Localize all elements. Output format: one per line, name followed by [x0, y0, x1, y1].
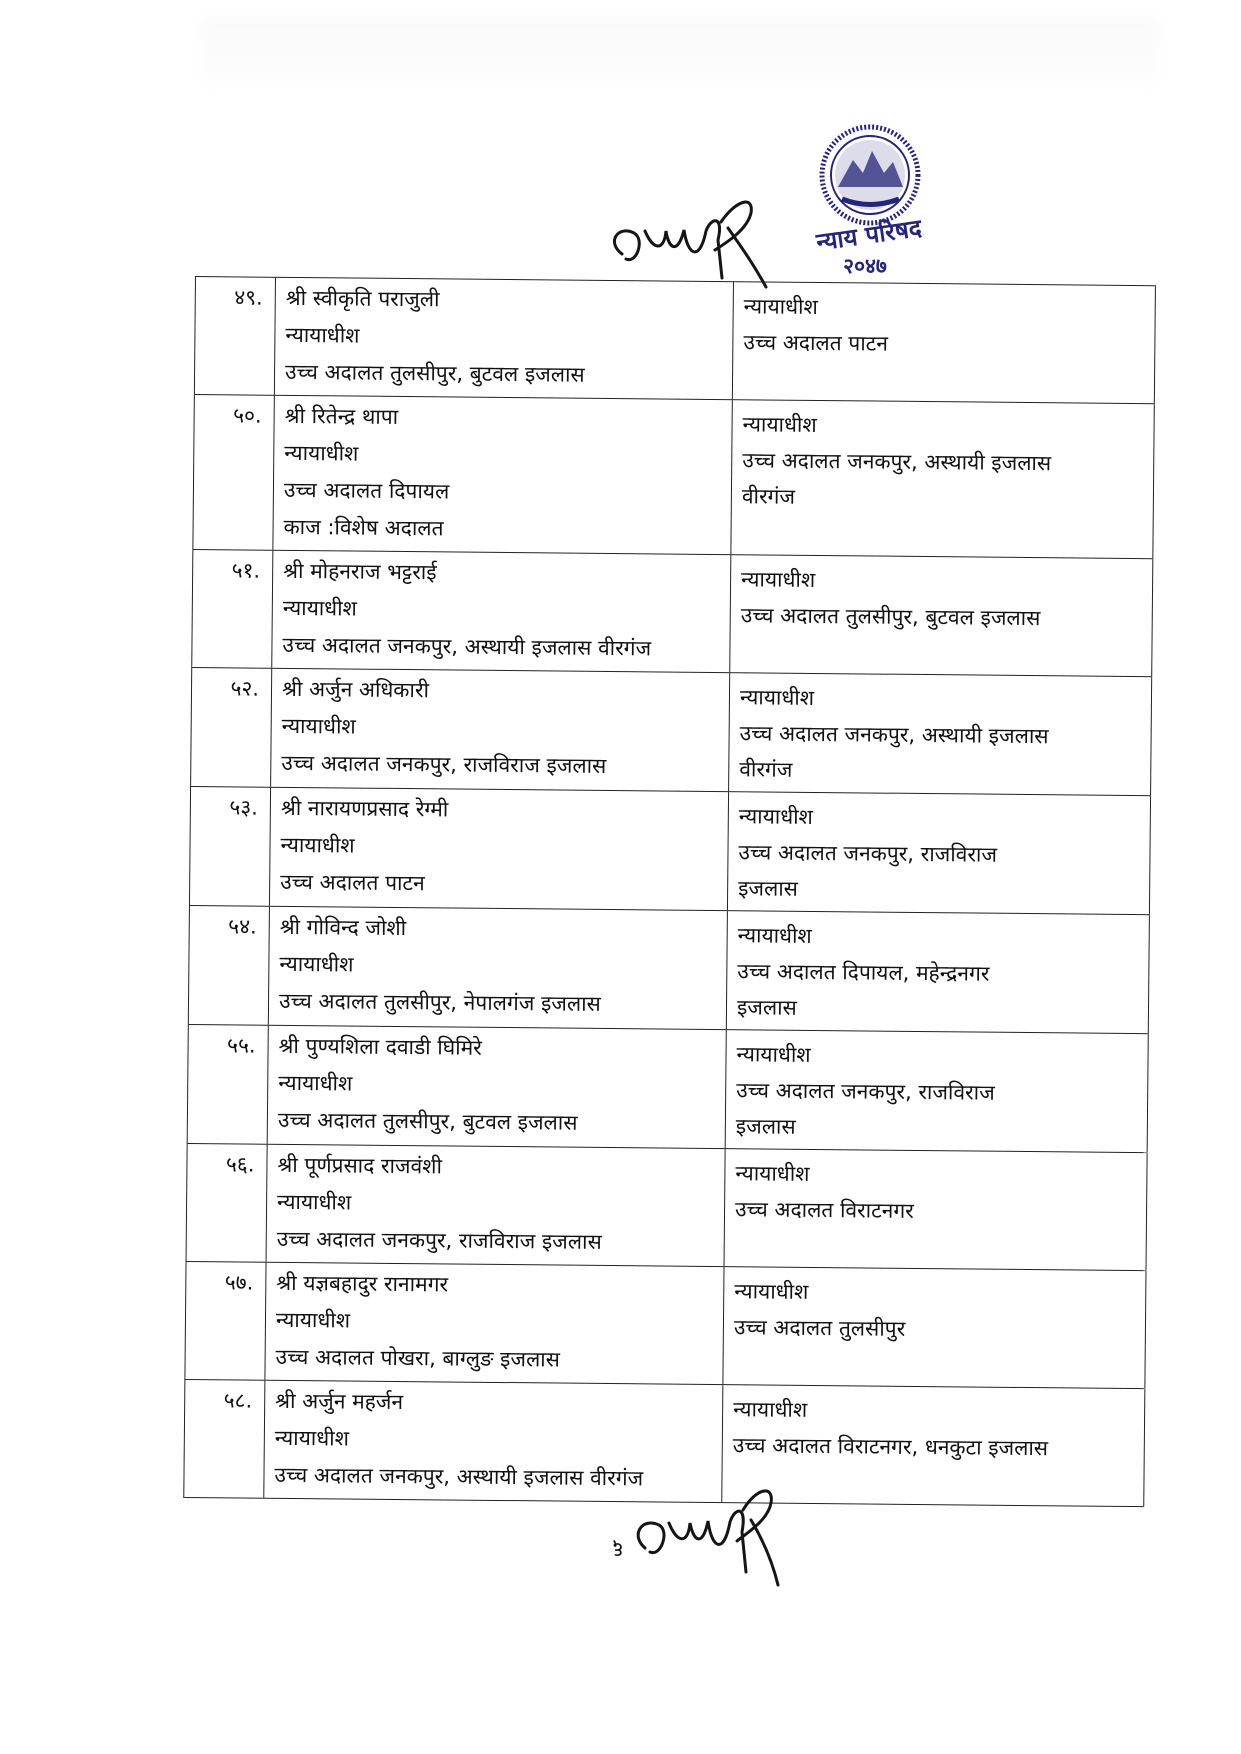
current-title: न्यायाधीश [279, 951, 354, 977]
new-title: न्यायाधीश [733, 1397, 808, 1422]
new-posting [727, 911, 1150, 1033]
new-posting [725, 1149, 1148, 1270]
signature-bottom [630, 1480, 780, 1590]
current-title: न्यायाधीश [285, 322, 360, 348]
current-posting [271, 669, 730, 791]
new-title: न्यायाधीश [736, 1042, 811, 1067]
current-title: न्यायाधीश [284, 440, 359, 466]
judge-name: श्री अर्जुन अधिकारी [281, 676, 430, 703]
new-title: न्यायाधीश [740, 567, 816, 592]
new-court-continuation: इजलास [736, 995, 797, 1020]
table-row [195, 277, 1156, 404]
judge-name: श्री अर्जुन महर्जन [275, 1388, 404, 1415]
current-posting [269, 907, 728, 1029]
new-title: न्यायाधीश [739, 685, 815, 710]
judge-name: श्री स्वीकृति पराजुली [285, 285, 440, 312]
new-court: उच्च अदालत तुलसीपुर, बुटवल इजलास [740, 603, 1041, 631]
current-posting [275, 278, 734, 399]
new-court: उच्च अदालत तुलसीपुर [733, 1315, 906, 1341]
row-number: ५८. [184, 1380, 265, 1498]
table-row [185, 1262, 1146, 1389]
new-title: न्यायाधीश [735, 1161, 810, 1186]
row-number: ५५. [188, 1025, 269, 1144]
new-court-continuation: इजलास [735, 1114, 796, 1139]
new-posting [728, 792, 1151, 914]
judicial-council-seal [780, 115, 960, 285]
current-court: उच्च अदालत तुलसीपुर, बुटवल इजलास [284, 359, 585, 387]
judge-name: श्री रितेन्द्र थापा [284, 403, 399, 429]
current-title: न्यायाधीश [278, 1070, 353, 1096]
new-posting [733, 282, 1156, 403]
current-court: उच्च अदालत तुलसीपुर, नेपालगंज इजलास [278, 988, 601, 1016]
new-posting [730, 555, 1153, 676]
page-number: ६ [612, 1536, 624, 1561]
row-number: ५२. [191, 668, 272, 787]
new-court: उच्च अदालत जनकपुर, राजविराज [738, 840, 998, 867]
transfer-table [183, 276, 1156, 1507]
new-posting [722, 1385, 1145, 1506]
new-title: न्यायाधीश [738, 804, 814, 829]
new-posting [731, 400, 1154, 558]
new-court: उच्च अदालत विराटनगर [734, 1197, 914, 1223]
new-court: उच्च अदालत जनकपुर, अस्थायी इजलास [739, 721, 1049, 749]
seal-text: न्याय परिषद [814, 213, 924, 257]
current-posting [270, 788, 729, 910]
current-posting [265, 1263, 724, 1384]
new-court-continuation: इजलास [738, 876, 799, 901]
current-posting [268, 1026, 727, 1148]
current-title: न्यायाधीश [275, 1307, 351, 1333]
current-court: उच्च अदालत तुलसीपुर, बुटवल इजलास [277, 1107, 578, 1135]
new-court: उच्च अदालत जनकपुर, राजविराज [736, 1078, 995, 1105]
new-court: उच्च अदालत पाटन [743, 330, 889, 356]
new-court: उच्च अदालत जनकपुर, अस्थायी इजलास [742, 448, 1052, 476]
current-title: न्यायाधीश [277, 1189, 352, 1215]
new-title: न्यायाधीश [734, 1279, 809, 1304]
row-number: ५४. [189, 906, 270, 1025]
judge-name: श्री यज्ञबहादुर रानामगर [276, 1270, 449, 1297]
current-title: न्यायाधीश [274, 1425, 350, 1451]
row-number: ५७. [185, 1262, 266, 1380]
judge-name: श्री पूर्णप्रसाद राजवंशी [277, 1152, 443, 1179]
new-posting [726, 1030, 1149, 1152]
current-court: उच्च अदालत जनकपुर, राजविराज इजलास [276, 1226, 602, 1254]
current-court: उच्च अदालत जनकपुर, राजविराज इजलास [281, 750, 607, 778]
judge-name: श्री मोहनराज भट्टराई [283, 558, 437, 585]
new-posting [729, 673, 1152, 795]
current-court: उच्च अदालत पाटन [280, 869, 425, 896]
table-row [191, 668, 1152, 796]
table-row [193, 395, 1154, 559]
current-court: उच्च अदालत जनकपुर, अस्थायी इजलास वीरगंज [274, 1462, 644, 1491]
table-row [189, 906, 1150, 1034]
row-number: ४९. [195, 277, 276, 395]
judge-name: श्री नारायणप्रसाद रेग्मी [280, 795, 449, 822]
new-title: न्यायाधीश [737, 923, 812, 948]
current-title: न्यायाधीश [281, 713, 356, 739]
table-row [190, 787, 1151, 915]
new-court-continuation: वीरगंज [741, 484, 796, 509]
faint-header-smudge [200, 18, 1160, 88]
row-number: ५६. [187, 1144, 268, 1262]
table-row [188, 1025, 1149, 1153]
table-row [192, 550, 1153, 677]
row-number: ५१. [192, 550, 273, 668]
new-title: न्यायाधीश [743, 294, 818, 319]
current-posting [273, 396, 732, 554]
table-row [187, 1144, 1148, 1271]
row-number: ५०. [193, 395, 274, 550]
row-number: ५३. [190, 787, 271, 906]
new-court: उच्च अदालत दिपायल, महेन्द्रनगर [737, 959, 990, 986]
current-court: उच्च अदालत जनकपुर, अस्थायी इजलास वीरगंज [282, 632, 652, 661]
new-court-continuation: वीरगंज [739, 757, 793, 782]
new-posting [723, 1267, 1146, 1388]
judge-name: श्री गोविन्द जोशी [279, 914, 407, 941]
current-extra: काज :विशेष अदालत [283, 514, 444, 541]
new-title: न्यायाधीश [742, 412, 817, 437]
current-posting [267, 1145, 726, 1266]
current-court: उच्च अदालत पोखरा, बाग्लुङ इजलास [275, 1344, 560, 1372]
current-title: न्यायाधीश [280, 832, 355, 858]
current-title: न्यायाधीश [282, 595, 358, 621]
seal-year: २०४७ [843, 254, 887, 278]
judge-name: श्री पुण्यशिला दवाडी घिमिरे [278, 1033, 482, 1060]
new-court: उच्च अदालत विराटनगर, धनकुटा इजलास [732, 1433, 1049, 1461]
current-court: उच्च अदालत दिपायल [283, 477, 450, 504]
current-posting [272, 551, 731, 672]
